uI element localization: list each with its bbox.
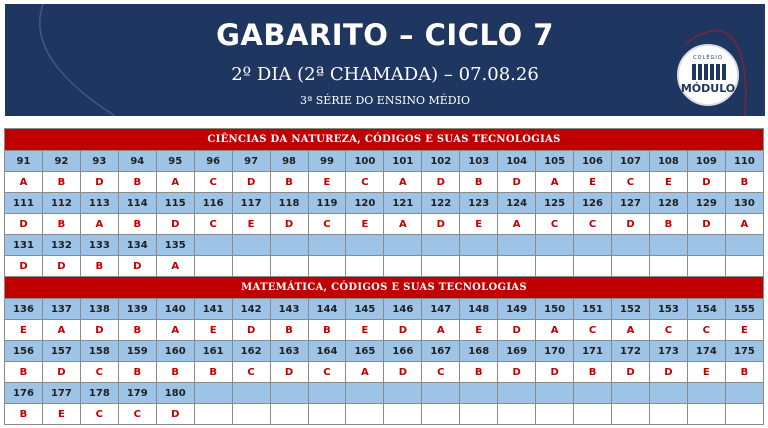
answer-letter: E (649, 172, 687, 193)
answer-letter: C (687, 320, 725, 341)
empty-cell (232, 383, 270, 404)
section-header-row (5, 129, 764, 151)
answer-letter: B (156, 362, 194, 383)
question-number: 126 (574, 193, 612, 214)
question-number: 157 (42, 341, 80, 362)
question-number: 106 (574, 151, 612, 172)
question-number: 148 (460, 299, 498, 320)
answer-letter: C (536, 214, 574, 235)
school-logo (677, 44, 739, 106)
answer-letter: A (156, 256, 194, 277)
answer-letter: D (270, 214, 308, 235)
question-number: 159 (118, 341, 156, 362)
question-number: 170 (536, 341, 574, 362)
question-number: 125 (536, 193, 574, 214)
question-number: 95 (156, 151, 194, 172)
answer-letter: C (194, 172, 232, 193)
answer-letter: B (308, 320, 346, 341)
grade-label: 3ª SÉRIE DO ENSINO MÉDIO (300, 94, 470, 107)
section-title: CIÊNCIAS DA NATUREZA, CÓDIGOS E SUAS TECNOLOGIAS (5, 129, 764, 151)
question-number: 91 (5, 151, 43, 172)
question-number: 113 (80, 193, 118, 214)
question-number: 104 (498, 151, 536, 172)
empty-cell (384, 256, 422, 277)
answer-letter: A (80, 214, 118, 235)
question-number: 115 (156, 193, 194, 214)
answer-letter: B (5, 404, 43, 425)
question-number: 171 (574, 341, 612, 362)
answer-letter: B (5, 362, 43, 383)
answer-letter: D (687, 172, 725, 193)
question-number: 174 (687, 341, 725, 362)
answer-letter: D (384, 320, 422, 341)
answer-letter: A (42, 320, 80, 341)
answer-letter: C (118, 404, 156, 425)
answer-letter: A (612, 320, 650, 341)
question-number: 117 (232, 193, 270, 214)
question-number: 98 (270, 151, 308, 172)
question-number: 153 (649, 299, 687, 320)
answer-table (4, 128, 764, 425)
answer-letter: D (422, 214, 460, 235)
empty-cell (384, 404, 422, 425)
question-number: 116 (194, 193, 232, 214)
answer-row (5, 362, 764, 383)
question-number: 97 (232, 151, 270, 172)
empty-cell (649, 383, 687, 404)
empty-cell (536, 256, 574, 277)
answer-letter: A (536, 172, 574, 193)
answer-row (5, 172, 764, 193)
empty-cell (422, 256, 460, 277)
question-number: 146 (384, 299, 422, 320)
question-number: 156 (5, 341, 43, 362)
answer-letter: C (649, 320, 687, 341)
question-number: 160 (156, 341, 194, 362)
empty-cell (308, 383, 346, 404)
question-number: 150 (536, 299, 574, 320)
answer-letter: D (384, 362, 422, 383)
answer-letter: E (460, 320, 498, 341)
answer-letter: B (574, 362, 612, 383)
empty-cell (232, 235, 270, 256)
answer-letter: C (422, 362, 460, 383)
empty-cell (725, 235, 763, 256)
empty-cell (687, 404, 725, 425)
empty-cell (422, 383, 460, 404)
question-number: 143 (270, 299, 308, 320)
question-number: 152 (612, 299, 650, 320)
answer-letter: B (42, 214, 80, 235)
answer-letter: D (80, 320, 118, 341)
question-number: 137 (42, 299, 80, 320)
answer-key-grid (4, 128, 764, 425)
empty-cell (649, 235, 687, 256)
empty-cell (649, 256, 687, 277)
question-number: 147 (422, 299, 460, 320)
question-number: 133 (80, 235, 118, 256)
question-number: 130 (725, 193, 763, 214)
answer-letter: A (156, 320, 194, 341)
question-number: 101 (384, 151, 422, 172)
question-number-row (5, 151, 764, 172)
empty-cell (460, 256, 498, 277)
question-number: 155 (725, 299, 763, 320)
answer-letter: A (725, 214, 763, 235)
question-number: 166 (384, 341, 422, 362)
empty-cell (270, 235, 308, 256)
empty-cell (574, 256, 612, 277)
empty-cell (346, 404, 384, 425)
empty-cell (270, 256, 308, 277)
answer-letter: C (574, 214, 612, 235)
question-number: 173 (649, 341, 687, 362)
empty-cell (687, 383, 725, 404)
empty-cell (308, 235, 346, 256)
question-number: 149 (498, 299, 536, 320)
empty-cell (612, 383, 650, 404)
question-number: 112 (42, 193, 80, 214)
question-number: 93 (80, 151, 118, 172)
question-number: 99 (308, 151, 346, 172)
question-number: 172 (612, 341, 650, 362)
question-number-row (5, 299, 764, 320)
empty-cell (612, 404, 650, 425)
empty-cell (422, 235, 460, 256)
answer-letter: C (574, 320, 612, 341)
answer-letter: D (232, 320, 270, 341)
empty-cell (460, 235, 498, 256)
answer-row (5, 404, 764, 425)
question-number: 124 (498, 193, 536, 214)
question-number: 119 (308, 193, 346, 214)
answer-letter: C (346, 172, 384, 193)
answer-letter: D (80, 172, 118, 193)
empty-cell (308, 256, 346, 277)
answer-letter: A (422, 320, 460, 341)
answer-letter: C (80, 362, 118, 383)
answer-letter: D (42, 256, 80, 277)
empty-cell (308, 404, 346, 425)
logo-word: MÓDULO (680, 82, 736, 95)
empty-cell (194, 404, 232, 425)
empty-cell (232, 404, 270, 425)
question-number: 132 (42, 235, 80, 256)
answer-letter: B (118, 172, 156, 193)
answer-letter: C (612, 172, 650, 193)
empty-cell (498, 383, 536, 404)
answer-letter: A (5, 172, 43, 193)
question-number: 154 (687, 299, 725, 320)
question-number: 177 (42, 383, 80, 404)
question-number: 180 (156, 383, 194, 404)
question-number: 103 (460, 151, 498, 172)
question-number: 111 (5, 193, 43, 214)
answer-letter: B (118, 320, 156, 341)
question-number: 102 (422, 151, 460, 172)
empty-cell (270, 383, 308, 404)
answer-letter: E (308, 172, 346, 193)
answer-row (5, 214, 764, 235)
answer-letter: E (460, 214, 498, 235)
question-number-row (5, 383, 764, 404)
empty-cell (725, 404, 763, 425)
answer-letter: A (346, 362, 384, 383)
question-number: 135 (156, 235, 194, 256)
question-number: 100 (346, 151, 384, 172)
question-number: 169 (498, 341, 536, 362)
section-header-row (5, 277, 764, 299)
answer-letter: C (308, 362, 346, 383)
answer-letter: E (194, 320, 232, 341)
answer-letter: D (118, 256, 156, 277)
question-number: 158 (80, 341, 118, 362)
logo-bars-icon (691, 62, 729, 82)
answer-letter: B (270, 320, 308, 341)
empty-cell (460, 383, 498, 404)
empty-cell (422, 404, 460, 425)
answer-letter: E (346, 320, 384, 341)
answer-letter: E (346, 214, 384, 235)
answer-row (5, 256, 764, 277)
answer-letter: D (232, 172, 270, 193)
question-number: 139 (118, 299, 156, 320)
answer-letter: B (460, 362, 498, 383)
header-banner (5, 4, 765, 116)
logo-top-text: COLÉGIO (693, 55, 723, 61)
answer-letter: B (725, 362, 763, 383)
answer-letter: D (42, 362, 80, 383)
empty-cell (194, 383, 232, 404)
question-number: 131 (5, 235, 43, 256)
section-title: MATEMÁTICA, CÓDIGOS E SUAS TECNOLOGIAS (5, 277, 764, 299)
answer-letter: E (687, 362, 725, 383)
question-number: 129 (687, 193, 725, 214)
empty-cell (194, 235, 232, 256)
question-number: 151 (574, 299, 612, 320)
question-number: 92 (42, 151, 80, 172)
question-number: 107 (612, 151, 650, 172)
question-number: 136 (5, 299, 43, 320)
empty-cell (574, 404, 612, 425)
answer-letter: C (232, 362, 270, 383)
empty-cell (612, 256, 650, 277)
answer-letter: C (194, 214, 232, 235)
empty-cell (725, 383, 763, 404)
question-number: 140 (156, 299, 194, 320)
question-number: 163 (270, 341, 308, 362)
question-number: 128 (649, 193, 687, 214)
question-number: 127 (612, 193, 650, 214)
empty-cell (536, 383, 574, 404)
empty-cell (649, 404, 687, 425)
answer-letter: B (725, 172, 763, 193)
question-number: 162 (232, 341, 270, 362)
answer-letter: D (498, 172, 536, 193)
answer-letter: C (308, 214, 346, 235)
answer-letter: D (5, 256, 43, 277)
answer-letter: B (194, 362, 232, 383)
empty-cell (498, 256, 536, 277)
answer-letter: B (118, 362, 156, 383)
answer-letter: D (156, 404, 194, 425)
question-number: 121 (384, 193, 422, 214)
question-number: 134 (118, 235, 156, 256)
answer-letter: D (649, 362, 687, 383)
question-number: 142 (232, 299, 270, 320)
question-number: 168 (460, 341, 498, 362)
answer-letter: D (612, 214, 650, 235)
answer-letter: A (156, 172, 194, 193)
page-title: GABARITO – CICLO 7 (216, 18, 554, 52)
empty-cell (346, 235, 384, 256)
answer-letter: C (80, 404, 118, 425)
empty-cell (498, 404, 536, 425)
empty-cell (574, 383, 612, 404)
answer-letter: D (422, 172, 460, 193)
answer-letter: E (232, 214, 270, 235)
answer-letter: E (725, 320, 763, 341)
answer-letter: E (5, 320, 43, 341)
question-number: 175 (725, 341, 763, 362)
empty-cell (536, 235, 574, 256)
question-number: 114 (118, 193, 156, 214)
answer-letter: D (687, 214, 725, 235)
question-number: 176 (5, 383, 43, 404)
answer-letter: B (80, 256, 118, 277)
question-number: 123 (460, 193, 498, 214)
answer-letter: B (460, 172, 498, 193)
empty-cell (194, 256, 232, 277)
answer-letter: A (384, 214, 422, 235)
answer-letter: D (498, 320, 536, 341)
empty-cell (232, 256, 270, 277)
question-number: 144 (308, 299, 346, 320)
question-number: 94 (118, 151, 156, 172)
empty-cell (384, 383, 422, 404)
empty-cell (384, 235, 422, 256)
answer-letter: D (536, 362, 574, 383)
empty-cell (346, 383, 384, 404)
question-number: 122 (422, 193, 460, 214)
answer-row (5, 320, 764, 341)
answer-letter: E (42, 404, 80, 425)
question-number-row (5, 193, 764, 214)
answer-letter: D (498, 362, 536, 383)
answer-letter: B (42, 172, 80, 193)
answer-letter: B (118, 214, 156, 235)
question-number: 118 (270, 193, 308, 214)
question-number: 165 (346, 341, 384, 362)
empty-cell (270, 404, 308, 425)
question-number: 161 (194, 341, 232, 362)
answer-letter: D (612, 362, 650, 383)
empty-cell (687, 256, 725, 277)
question-number-row (5, 235, 764, 256)
question-number: 164 (308, 341, 346, 362)
question-number-row (5, 341, 764, 362)
answer-letter: A (498, 214, 536, 235)
empty-cell (574, 235, 612, 256)
question-number: 138 (80, 299, 118, 320)
answer-letter: B (270, 172, 308, 193)
empty-cell (346, 256, 384, 277)
answer-letter: D (5, 214, 43, 235)
question-number: 120 (346, 193, 384, 214)
question-number: 179 (118, 383, 156, 404)
answer-letter: E (574, 172, 612, 193)
question-number: 178 (80, 383, 118, 404)
answer-letter: A (384, 172, 422, 193)
question-number: 109 (687, 151, 725, 172)
empty-cell (612, 235, 650, 256)
empty-cell (536, 404, 574, 425)
question-number: 96 (194, 151, 232, 172)
question-number: 141 (194, 299, 232, 320)
answer-letter: B (649, 214, 687, 235)
question-number: 145 (346, 299, 384, 320)
question-number: 105 (536, 151, 574, 172)
empty-cell (687, 235, 725, 256)
answer-letter: D (270, 362, 308, 383)
question-number: 167 (422, 341, 460, 362)
question-number: 108 (649, 151, 687, 172)
question-number: 110 (725, 151, 763, 172)
empty-cell (725, 256, 763, 277)
answer-letter: A (536, 320, 574, 341)
empty-cell (460, 404, 498, 425)
page-subtitle: 2º DIA (2ª CHAMADA) – 07.08.26 (231, 64, 539, 85)
answer-letter: D (156, 214, 194, 235)
empty-cell (498, 235, 536, 256)
